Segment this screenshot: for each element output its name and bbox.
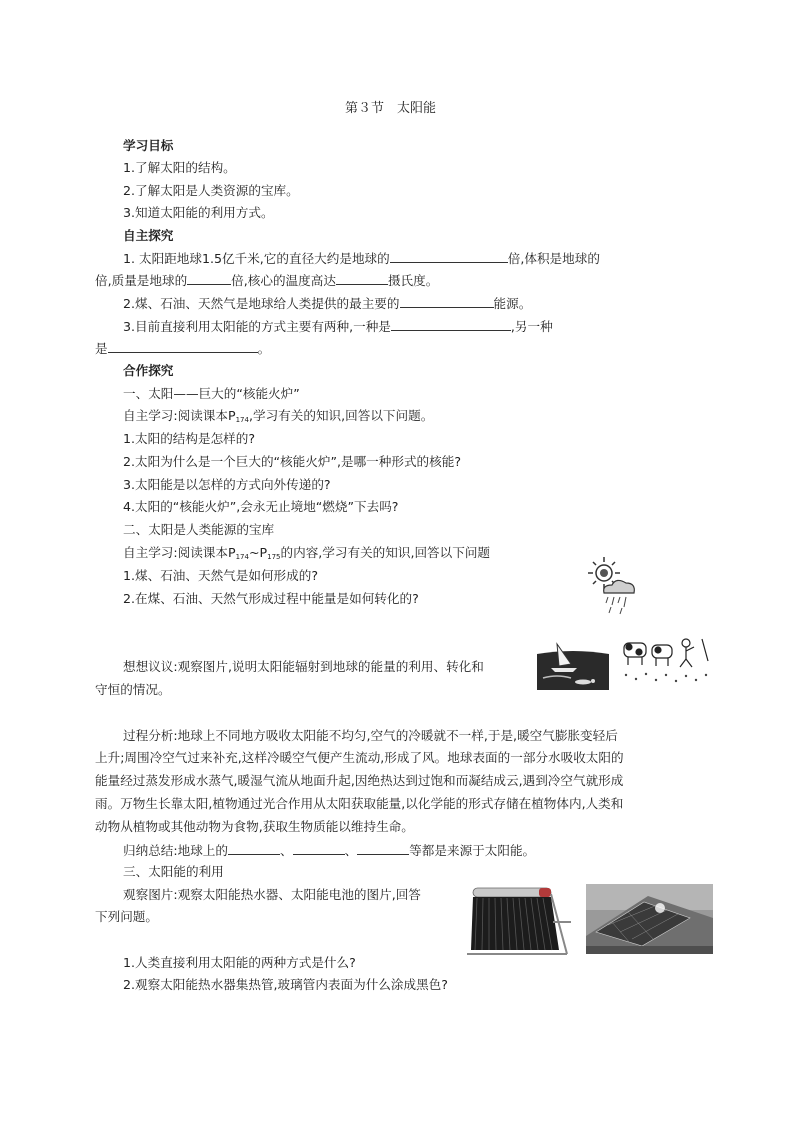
sun-rain-cloud-image [582,553,640,615]
process-line: 过程分析:地球上不同地方吸收太阳能不均匀,空气的冷暖就不一样,于是,暖空气膨胀变轻后 [123,728,618,743]
answer-blank [357,842,409,855]
sailboat-image [537,640,609,690]
question-3-line2 [95,340,270,357]
process-line: 能量经过蒸发形成水蒸气,暖湿气流从地面升起,因绝热达到过饱和而凝结成云,遇到冷空气就形成 [95,773,624,788]
question-2-text: 能源。 [493,296,532,311]
answer-blank [108,340,258,353]
part1-title: 一、太阳——巨大的“核能火炉” [123,386,300,401]
goals-heading: 学习目标 [123,138,174,153]
cooperation-heading: 合作探究 [123,363,174,378]
summary-line [123,842,535,859]
question-1-text: 倍,质量是地球的 [95,273,188,288]
page-ref: 175 [267,553,281,561]
question-1-text: 摄氏度。 [387,273,439,288]
answer-blank [400,295,494,308]
discuss-line: 守恒的情况。 [95,682,171,697]
summary-text: 归纳总结:地球上的 [123,843,228,858]
summary-text: 、 [344,843,358,858]
solar-water-heater-image [463,882,576,957]
question-3-line1 [123,318,553,335]
part2-title: 二、太阳是人类能源的宝库 [123,522,275,537]
answer-blank [391,318,511,331]
part2-question: 1.煤、石油、天然气是如何形成的? [123,568,319,583]
discuss-line: 想想议议:观察图片,说明太阳能辐射到地球的能量的利用、转化和 [123,659,484,674]
part1-question: 2.太阳为什么是一个巨大的“核能火炉”,是哪一种形式的核能? [123,454,462,469]
answer-blank [336,272,388,285]
question-1-line1 [123,250,600,267]
farm-animals-image [618,635,714,687]
question-3-text: 3.目前直接利用太阳能的方式主要有两种,一种是 [123,319,391,334]
page-ref: 174 [235,553,249,561]
observe-line: 观察图片:观察太阳能热水器、太阳能电池的图片,回答 [123,887,421,902]
question-2 [123,295,531,312]
reading-text: ,学习有关的知识,回答以下问题。 [248,408,434,423]
self-study-heading: 自主探究 [123,228,174,243]
reading-text: 的内容,学习有关的知识,回答以下问题 [280,545,491,560]
answer-blank [293,842,345,855]
part3-question: 2.观察太阳能热水器集热管,玻璃管内表面为什么涂成黑色? [123,977,448,992]
question-3-text: ,另一种 [510,319,553,334]
answer-blank [187,272,231,285]
part1-question: 1.太阳的结构是怎样的? [123,431,256,446]
summary-text: 、 [280,843,293,858]
goal-item: 3.知道太阳能的利用方式。 [123,205,274,220]
question-1-text: 1. 太阳距地球1.5亿千米,它的直径大约是地球的 [123,251,390,266]
page-ref: 174 [235,416,249,424]
part2-reading [123,545,490,565]
question-1-text: 倍,核心的温度高达 [231,273,336,288]
observe-line: 下列问题。 [95,909,158,924]
question-3-text: 。 [257,341,271,356]
part3-title: 三、太阳能的利用 [123,864,224,879]
part3-question: 1.人类直接利用太阳能的两种方式是什么? [123,955,356,970]
part1-question: 3.太阳能是以怎样的方式向外传递的? [123,477,331,492]
solar-panel-image [586,884,713,954]
goal-item: 1.了解太阳的结构。 [123,160,236,175]
question-3-text: 是 [95,341,108,356]
process-line: 雨。万物生长靠太阳,植物通过光合作用从太阳获取能量,以化学能的形式存储在植物体内,人类和 [95,796,624,811]
goal-item: 2.了解太阳是人类资源的宝库。 [123,183,299,198]
part2-question: 2.在煤、石油、天然气形成过程中能量是如何转化的? [123,591,419,606]
answer-blank [228,842,280,855]
process-line: 上升;周围冷空气过来补充,这样冷暖空气便产生流动,形成了风。地球表面的一部分水吸收太阳的 [95,750,624,765]
question-1-line2 [95,272,438,289]
reading-text: 自主学习:阅读课本P [123,545,236,560]
part1-reading [123,408,433,428]
question-1-text: 倍,体积是地球的 [507,251,600,266]
part1-question: 4.太阳的“核能火炉”,会永无止境地“燃烧”下去吗? [123,499,399,514]
summary-text: 等都是来源于太阳能。 [409,843,536,858]
page-title: 第３节 太阳能 [345,101,437,116]
reading-text: ~P [248,545,268,560]
answer-blank [390,250,508,263]
question-2-text: 2.煤、石油、天然气是地球给人类提供的最主要的 [123,296,400,311]
reading-text: 自主学习:阅读课本P [123,408,236,423]
process-line: 动物从植物或其他动物为食物,获取生物质能以维持生命。 [95,819,414,834]
